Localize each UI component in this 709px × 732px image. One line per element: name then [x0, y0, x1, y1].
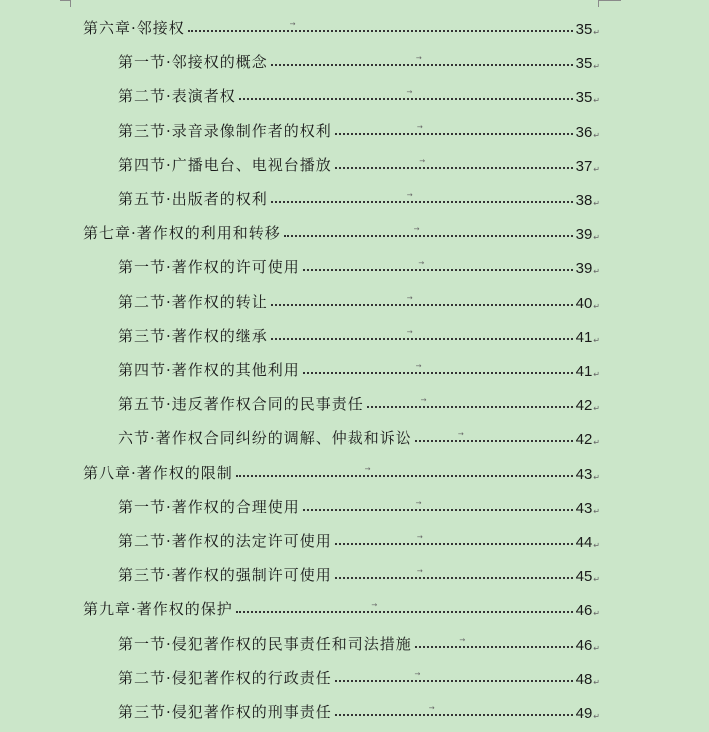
toc-section-entry[interactable]	[118, 493, 600, 517]
toc-entry-title: 第四节·广播电台、电视台播放	[118, 155, 332, 174]
toc-chapter-entry[interactable]	[83, 219, 600, 243]
paragraph-mark-icon: ↵	[593, 506, 600, 516]
toc-entry-title: 第五节·出版者的权利	[118, 190, 268, 208]
tab-mark-icon: →	[413, 225, 420, 234]
toc-section-entry[interactable]	[118, 322, 600, 346]
paragraph-mark-icon: ↵	[593, 130, 600, 140]
tab-mark-icon: →	[459, 635, 466, 644]
paragraph-mark-icon: ↵	[593, 712, 600, 721]
toc-section-entry[interactable]	[118, 356, 600, 380]
toc-dot-leader	[335, 156, 573, 169]
paragraph-mark-icon: ↵	[593, 609, 600, 619]
toc-page-number: 44	[575, 534, 593, 551]
toc-entry-title: 第四节·著作权的其他利用	[118, 361, 300, 379]
paragraph-mark-icon: ↵	[593, 677, 600, 687]
toc-dot-leader	[271, 327, 573, 340]
toc-dot-leader	[271, 293, 573, 306]
toc-dot-leader	[271, 54, 573, 66]
margin-corner-mark-left	[60, 0, 71, 7]
toc-dot-leader	[236, 601, 573, 613]
toc-section-entry[interactable]	[118, 48, 600, 72]
paragraph-mark-icon: ↵	[593, 233, 600, 243]
margin-corner-mark-right	[598, 0, 621, 7]
toc-page-number: 42	[575, 397, 593, 415]
toc-page-number: 41	[575, 363, 593, 380]
toc-section-entry[interactable]	[118, 253, 600, 277]
toc-entry-title: 第八章·著作权的限制	[83, 463, 233, 482]
toc-dot-leader	[239, 88, 573, 100]
tab-mark-icon: →	[406, 327, 413, 336]
toc-dot-leader	[303, 362, 573, 374]
tab-mark-icon: →	[406, 293, 413, 302]
toc-entry-title: 第一节·著作权的许可使用	[118, 258, 300, 277]
tab-mark-icon: →	[364, 464, 371, 473]
toc-entry-title: 第二节·表演者权	[118, 87, 236, 106]
tab-mark-icon: →	[418, 259, 425, 268]
toc-page-number: 43	[575, 499, 593, 517]
paragraph-mark-icon: ↵	[593, 335, 600, 345]
paragraph-mark-icon: ↵	[593, 96, 600, 106]
toc-page-number: 46	[575, 636, 593, 654]
toc-section-entry[interactable]	[118, 151, 600, 175]
toc-entry-title: 第九章·著作权的保护	[83, 600, 233, 619]
toc-page-number: 45	[575, 568, 593, 586]
toc-section-entry[interactable]	[118, 698, 600, 722]
toc-dot-leader	[335, 669, 573, 682]
toc-entry-title: 第七章·著作权的利用和转移	[83, 224, 281, 243]
toc-dot-leader	[188, 20, 573, 32]
toc-chapter-entry[interactable]	[83, 595, 600, 619]
toc-page-number: 40	[575, 294, 593, 312]
paragraph-mark-icon: ↵	[593, 301, 600, 311]
toc-page-number: 38	[575, 192, 593, 209]
tab-mark-icon: →	[428, 704, 435, 712]
toc-entry-title: 第五节·违反著作权合同的民事责任	[118, 395, 364, 414]
toc-page-number: 36	[575, 123, 593, 141]
paragraph-mark-icon: ↵	[593, 199, 600, 208]
paragraph-mark-icon: ↵	[593, 643, 600, 653]
toc-section-entry[interactable]	[118, 424, 600, 448]
toc-dot-leader	[335, 704, 573, 716]
tab-mark-icon: →	[416, 122, 423, 131]
toc-chapter-entry[interactable]	[83, 459, 600, 483]
paragraph-mark-icon: ↵	[593, 404, 600, 414]
toc-page-number: 35	[575, 89, 593, 107]
tab-mark-icon: →	[406, 88, 413, 97]
paragraph-mark-icon: ↵	[593, 472, 600, 482]
toc-dot-leader	[367, 396, 573, 408]
toc-section-entry[interactable]	[118, 561, 600, 585]
tab-mark-icon: →	[416, 533, 423, 541]
toc-dot-leader	[415, 635, 573, 648]
toc-page-number: 35	[575, 21, 593, 38]
toc-entry-title: 第六章·邻接权	[83, 19, 185, 37]
paragraph-mark-icon: ↵	[593, 438, 600, 448]
paragraph-mark-icon: ↵	[593, 164, 600, 174]
toc-dot-leader	[335, 533, 573, 545]
toc-section-entry[interactable]	[118, 117, 600, 141]
toc-entry-title: 六节·著作权合同纠纷的调解、仲裁和诉讼	[118, 429, 412, 448]
toc-entry-title: 第一节·著作权的合理使用	[118, 497, 300, 516]
toc-dot-leader	[271, 191, 573, 203]
paragraph-mark-icon: ↵	[593, 541, 600, 550]
tab-mark-icon: →	[457, 430, 464, 439]
toc-page-number: 35	[575, 55, 593, 73]
toc-page-number: 41	[575, 328, 593, 346]
toc-dot-leader	[303, 498, 573, 511]
toc-entry-title: 第三节·著作权的继承	[118, 326, 268, 345]
paragraph-mark-icon: ↵	[593, 28, 600, 37]
tab-mark-icon: →	[419, 156, 426, 165]
toc-chapter-entry[interactable]	[83, 14, 600, 38]
tab-mark-icon: →	[406, 191, 413, 199]
toc-entry-title: 第一节·侵犯著作权的民事责任和司法措施	[118, 634, 412, 653]
toc-dot-leader	[415, 430, 573, 442]
toc-entry-title: 第三节·著作权的强制许可使用	[118, 566, 332, 585]
toc-section-entry[interactable]	[118, 288, 600, 312]
toc-dot-leader	[335, 122, 573, 135]
tab-mark-icon: →	[289, 20, 296, 28]
toc-page-number: 42	[575, 431, 593, 449]
toc-dot-leader	[284, 225, 573, 237]
toc-page-number: 49	[575, 705, 593, 722]
toc-page-number: 39	[575, 260, 593, 278]
tab-mark-icon: →	[416, 567, 423, 576]
toc-section-entry[interactable]	[118, 527, 600, 551]
toc-entry-title: 第二节·侵犯著作权的行政责任	[118, 668, 332, 687]
toc-page-number: 43	[575, 465, 593, 483]
toc-dot-leader	[236, 464, 573, 477]
toc-page-number: 48	[575, 670, 593, 688]
paragraph-mark-icon: ↵	[593, 267, 600, 277]
toc-entry-title: 第二节·著作权的转让	[118, 292, 268, 311]
toc-entry-title: 第二节·著作权的法定许可使用	[118, 532, 332, 550]
toc-entry-title: 第三节·录音录像制作者的权利	[118, 121, 332, 140]
toc-entry-title: 第三节·侵犯著作权的刑事责任	[118, 703, 332, 721]
tab-mark-icon: →	[415, 498, 422, 507]
tab-mark-icon: →	[415, 54, 422, 63]
toc-section-entry[interactable]	[118, 82, 600, 106]
toc-section-entry[interactable]	[118, 185, 600, 209]
paragraph-mark-icon: ↵	[593, 575, 600, 585]
toc-section-entry[interactable]	[118, 664, 600, 688]
tab-mark-icon: →	[415, 362, 422, 370]
toc-section-entry[interactable]	[118, 630, 600, 654]
paragraph-mark-icon: ↵	[593, 370, 600, 379]
toc-dot-leader	[303, 259, 573, 271]
toc-page-number: 39	[575, 226, 593, 244]
toc-page-number: 46	[575, 602, 593, 620]
tab-mark-icon: →	[420, 396, 427, 405]
toc-entry-title: 第一节·邻接权的概念	[118, 53, 268, 72]
paragraph-mark-icon: ↵	[593, 62, 600, 72]
toc-dot-leader	[335, 567, 573, 579]
toc-page-number: 37	[575, 157, 593, 175]
toc-section-entry[interactable]	[118, 390, 600, 414]
tab-mark-icon: →	[371, 601, 378, 610]
tab-mark-icon: →	[414, 669, 421, 678]
